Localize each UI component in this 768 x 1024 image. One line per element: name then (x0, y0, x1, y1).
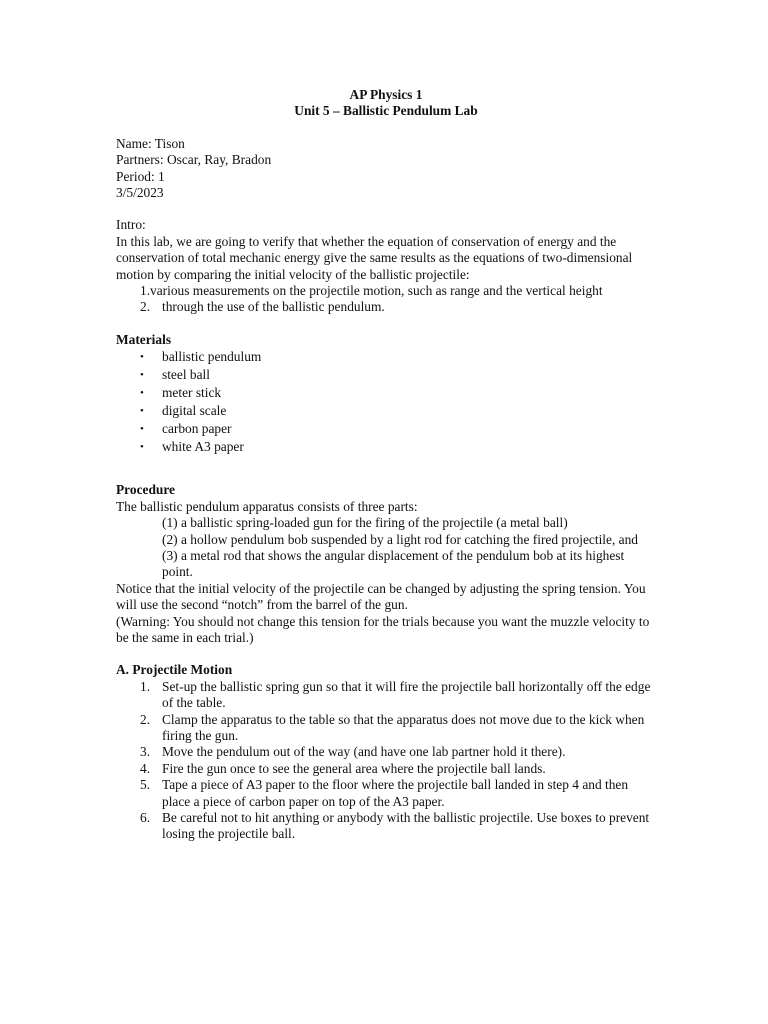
procedure-warning: (Warning: You should not change this tension for the trials because you want the muzzle velocity to be the same in each trial.) (116, 613, 650, 645)
list-item (116, 744, 656, 760)
intro-label: Intro: (116, 217, 146, 233)
intro-text: In this lab, we are going to verify that whether the equation of conservation of energy and the conservation of total mechanic energy give the same results as the equations of two-dimensional motion by comparing the initial velocity of the ballistic projectile: (116, 233, 633, 282)
intro-item-2-text: through the use of the ballistic pendulum. (162, 299, 385, 315)
list-item (116, 810, 656, 843)
procedure-part-3: (3) a metal rod that shows the angular displacement of the pendulum bob at its highest point. (162, 547, 625, 580)
list-item (116, 761, 656, 777)
procedure-intro: The ballistic pendulum apparatus consists of three parts: (116, 498, 418, 514)
period: Period: 1 (116, 168, 165, 184)
material-label: digital scale (162, 403, 227, 419)
step-text: Move the pendulum out of the way (and have one lab partner hold it there). (162, 744, 566, 760)
procedure-heading: Procedure (116, 482, 176, 498)
step-number: 2. (140, 711, 151, 727)
step-text: Tape a piece of A3 paper to the floor where the projectile ball landed in step 4 and then place a piece of carbon paper on top of the A3 paper. (162, 777, 629, 809)
list-item (116, 384, 656, 402)
bullet-icon: • (140, 387, 144, 400)
bullet-icon: • (140, 441, 144, 454)
spacer (116, 316, 656, 332)
procedure-part-1: (1) a ballistic spring-loaded gun for the firing of the projectile (a metal ball) (162, 515, 568, 531)
partners: Partners: Oscar, Ray, Bradon (116, 152, 272, 168)
procedure-part-2: (2) a hollow pendulum bob suspended by a light rod for catching the fired projectile, and (162, 531, 638, 547)
step-text: Set-up the ballistic spring gun so that it will fire the projectile ball horizontally off the edge of the table. (162, 678, 651, 711)
bullet-icon: • (140, 423, 144, 436)
intro-item-1 (116, 283, 656, 299)
step-text: Clamp the apparatus to the table so that the apparatus does not move due to the kick when firing the gun. (162, 711, 645, 743)
section-a-steps (116, 679, 656, 843)
material-label: meter stick (162, 385, 222, 401)
course-title: AP Physics 1 (349, 87, 423, 102)
list-item (116, 402, 656, 420)
section-a-heading: A. Projectile Motion (116, 662, 233, 678)
spacer (116, 201, 656, 217)
step-text: Fire the gun once to see the general area where the projectile ball lands. (162, 760, 546, 776)
material-label: white A3 paper (162, 439, 244, 455)
bullet-icon: • (140, 405, 144, 418)
list-item (116, 420, 656, 438)
material-label: steel ball (162, 367, 210, 383)
intro-item-1-text: 1.various measurements on the projectile motion, such as range and the vertical height (140, 283, 603, 299)
material-label: carbon paper (162, 421, 232, 437)
document-page (116, 87, 656, 843)
list-item (116, 679, 656, 712)
list-item (116, 777, 656, 810)
list-item (116, 712, 656, 745)
step-number: 3. (140, 744, 151, 760)
spacer (116, 646, 656, 662)
spacer (116, 456, 656, 482)
material-label: ballistic pendulum (162, 349, 262, 365)
list-item (116, 366, 656, 384)
spacer (116, 120, 656, 136)
list-item (116, 348, 656, 366)
step-number: 5. (140, 777, 151, 793)
step-number: 1. (140, 678, 151, 694)
intro-item-2 (116, 299, 656, 315)
student-name: Name: Tison (116, 135, 185, 151)
bullet-icon: • (140, 351, 144, 364)
procedure-notice: Notice that the initial velocity of the projectile can be changed by adjusting the spring tension. You will use the second “notch” from the barrel of the gun. (116, 580, 646, 613)
materials-heading: Materials (116, 331, 172, 347)
step-number: 6. (140, 810, 151, 825)
bullet-icon: • (140, 369, 144, 382)
materials-list (116, 348, 656, 456)
intro-item-2-number: 2. (140, 299, 151, 315)
step-number: 4. (140, 760, 151, 776)
date: 3/5/2023 (116, 185, 164, 201)
lab-title: Unit 5 – Ballistic Pendulum Lab (294, 103, 478, 119)
step-text: Be careful not to hit anything or anybody with the ballistic projectile. Use boxes to prevent losing the projectile ball. (162, 810, 650, 842)
list-item (116, 438, 656, 456)
